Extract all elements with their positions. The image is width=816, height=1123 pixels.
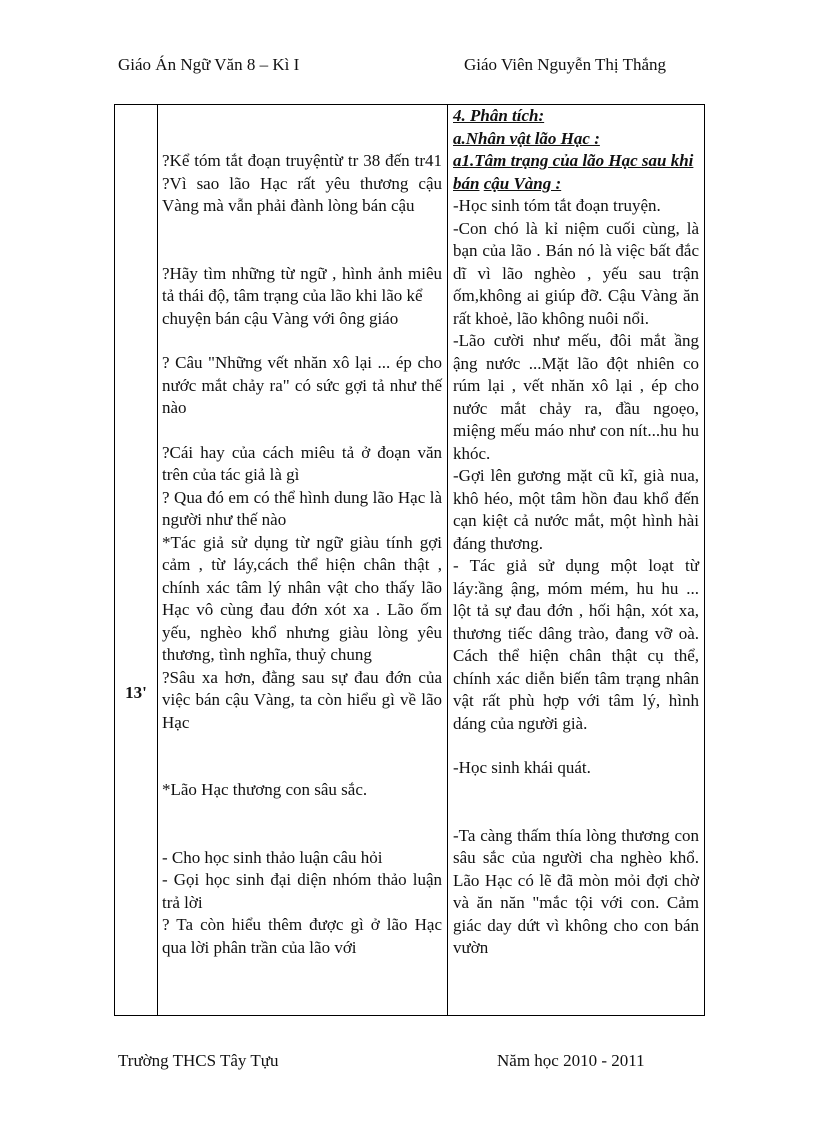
- header-teacher: Giáo Viên Nguyễn Thị Thắng: [464, 55, 667, 74]
- column-divider-activity: [447, 105, 448, 1015]
- section-heading-character: a.Nhân vật lão Hạc :: [453, 128, 600, 148]
- teacher-question-style: ?Cái hay của cách miêu tả ở đoạn văn trên của tác giả là gì: [162, 442, 442, 484]
- teacher-question-explanation: ? Ta còn hiểu thêm được gì ở lão Hạc qua lời phân trần của lão với: [162, 915, 442, 957]
- footer-school-year: Năm học 2010 - 2011: [497, 1051, 645, 1070]
- teacher-question-words-cont: chuyện bán cậu Vàng với ông giáo: [162, 308, 399, 328]
- teacher-question-deeper: ?Sâu xa hơn, đằng sau sự đau đớn của việc bán cậu Vàng, ta còn hiểu gì về lão Hạc: [162, 667, 442, 732]
- footer-school: Trường THCS Tây Tựu: [118, 1051, 279, 1070]
- teacher-discussion-task: - Cho học sinh thảo luận câu hỏi: [162, 847, 383, 867]
- lesson-table: [114, 104, 705, 1016]
- teacher-question-summary: ?Kể tóm tắt đoạn truyệntừ tr 38 đến tr41 ?Vì sao lão Hạc rất yêu thương cậu Vàng mà vẫn phải đành lòng bán cậu: [162, 151, 442, 215]
- section-heading-mood-cont: cậu Vàng :: [483, 173, 562, 193]
- header-subject: Giáo Án Ngữ Văn 8 – Kì I: [118, 55, 300, 74]
- student-answer-technique: - Tác giả sử dụng một loạt từ láy:ầng ậng, móm mém, hu hu ... lột tả sự đau đớn , hối hận, xót xa, thương tiếc dâng trào, đang vỡ oà. Cách thể hiện chân thật cụ thể, chính xác diễn biến tâm trạng nhân vật rất phù hợp với tâm lý, hình dáng của người già.: [453, 556, 699, 733]
- student-answer-father-love: -Ta càng thấm thía lòng thương con sâu sắc của người cha nghèo khổ. Lão Hạc có lẽ đã mòn mỏi đợi chờ và ăn năn "mắc tội với con. Cảm giác day dứt vì không cho con bán vườn: [453, 825, 699, 957]
- teacher-question-sentence: ? Câu "Những vết nhăn xô lại ... ép cho nước mắt chảy ra" có sức gợi tả như thế nào: [162, 353, 442, 417]
- column-divider-time: [157, 105, 158, 1015]
- teacher-question-character: ? Qua đó em có thể hình dung lão Hạc là người như thế nào: [162, 487, 442, 529]
- student-answer-mood: -Lão cười như mếu, đôi mắt ầng ậng nước ...Mặt lão đột nhiên co rúm lại , vết nhăn xô lại , ép cho nước mắt chảy ra, đầu ngoẹo, miệng mếu máo như con nít...hu hu khóc.: [453, 331, 699, 463]
- section-heading-analysis: 4. Phân tích:: [453, 106, 545, 125]
- student-answer-summary: -Học sinh tóm tắt đoạn truyện.: [453, 196, 661, 215]
- student-answer-dog: -Con chó là kỉ niệm cuối cùng, là bạn của lão . Bán nó là việc bất đắc dĩ vì lão nghèo , yếu sau trận ốm,không ai giúp đỡ. Cậu Vàng ăn rất khoẻ, lão không nuôi nổi.: [453, 218, 699, 328]
- teacher-summary-note: *Tác giả sử dụng từ ngữ giàu tính gợi cảm , từ láy,cách thể hiện chân thật , chính xác tâm lý nhân vật cho thấy lão Hạc vô cùng đau đớn xót xa . Lão ốm yếu, nghèo khổ nhưng giàu lòng yêu thương, tình nghĩa, thuỷ chung: [162, 532, 442, 664]
- section-heading-mood: a1.Tâm trạng của lão Hạc sau khi bán: [453, 151, 694, 193]
- teacher-question-words: ?Hãy tìm những từ ngữ , hình ảnh miêu tả thái độ, tâm trạng của lão khi lão kể: [162, 263, 442, 305]
- student-answer-face: -Gợi lên gương mặt cũ kĩ, già nua, khô héo, một tâm hồn đau khổ đến cạn kiệt cả nước mắt, một hình hài đáng thương.: [453, 466, 699, 553]
- teacher-group-report-task: - Gọi học sinh đại diện nhóm thảo luận trả lời: [162, 870, 442, 912]
- student-answer-generalize: -Học sinh khái quát.: [453, 758, 591, 777]
- teacher-activity-column: [162, 105, 442, 959]
- student-activity-column: [453, 105, 699, 960]
- time-cell: 13': [125, 683, 147, 702]
- teacher-conclusion-note: *Lão Hạc thương con sâu sắc.: [162, 780, 368, 799]
